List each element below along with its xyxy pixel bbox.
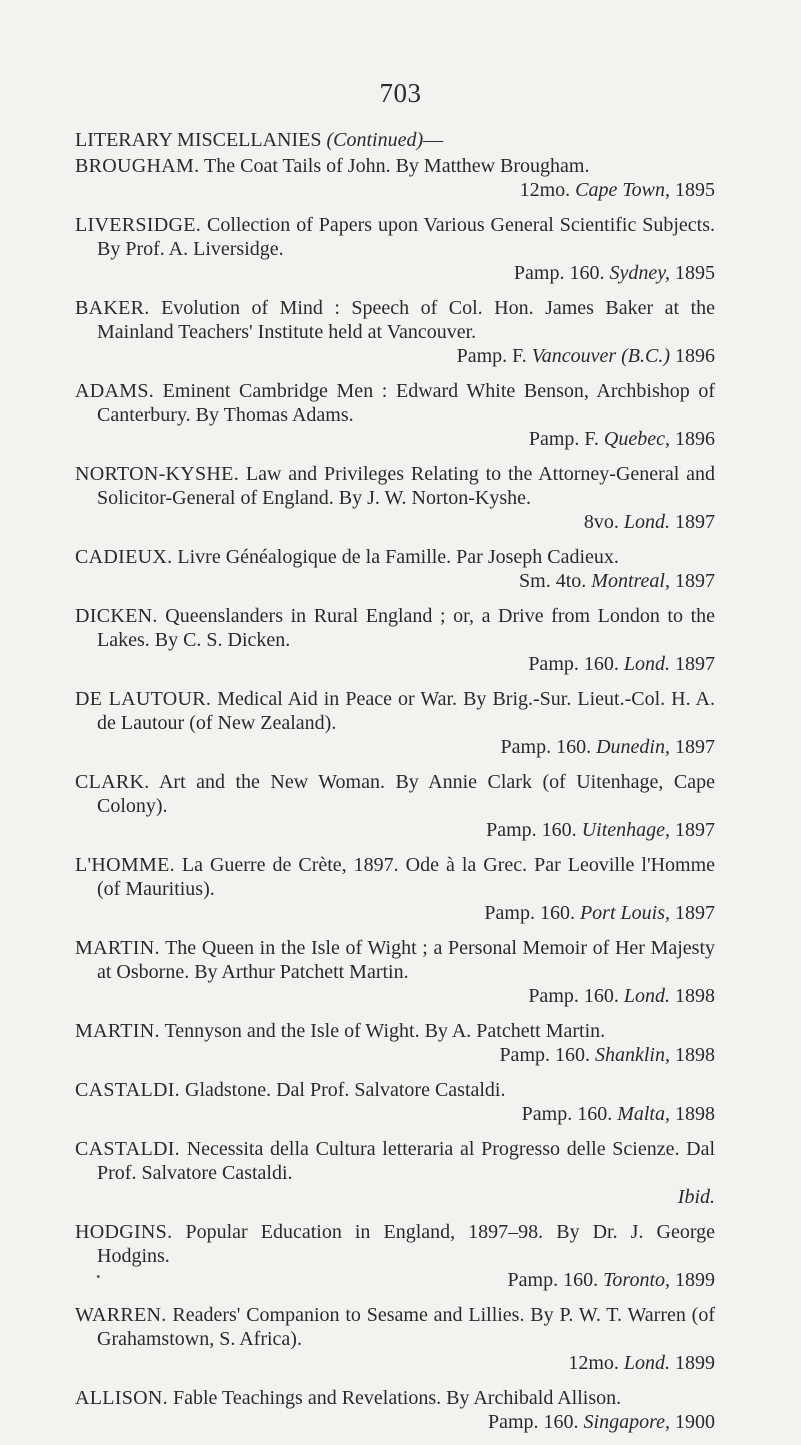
- bibliography-entry: [75, 853, 715, 925]
- entry-imprint: [75, 427, 715, 451]
- heading-main: LITERARY MISCELLANIES: [75, 129, 322, 151]
- bibliography-entry: [75, 770, 715, 842]
- entry-body: [75, 1386, 715, 1410]
- entry-author: L'HOMME.: [75, 854, 175, 876]
- entry-place: Lond.: [623, 653, 670, 675]
- entry-format: Pamp. 160.: [484, 902, 575, 924]
- entry-body: [75, 545, 715, 569]
- bibliography-entry: [75, 154, 715, 202]
- entry-format: 12mo.: [568, 1352, 619, 1374]
- entry-body: [75, 154, 715, 178]
- bibliography-entry: [75, 462, 715, 534]
- entry-format: Pamp. 160.: [507, 1269, 599, 1291]
- section-heading: [75, 129, 443, 152]
- entry-imprint: [75, 261, 715, 285]
- entry-place: Singapore,: [583, 1411, 670, 1433]
- entry-year: 1898: [675, 1044, 715, 1066]
- page-number: 703: [379, 78, 422, 108]
- entry-imprint: [75, 569, 715, 593]
- bibliography-entry: [75, 936, 715, 1008]
- entry-author: BAKER.: [75, 297, 150, 319]
- entry-body: [75, 853, 715, 901]
- entry-format: Pamp. 160.: [486, 819, 577, 841]
- entry-title: Fable Teachings and Revelations. By Archibald Allison.: [172, 1387, 622, 1409]
- entry-body: [75, 1137, 715, 1185]
- heading-continued: (Continued): [326, 129, 424, 151]
- entry-format: Pamp. 160.: [521, 1103, 613, 1125]
- entry-place: Ibid.: [677, 1186, 715, 1208]
- entry-year: 1896: [675, 345, 715, 367]
- entry-format: Pamp. 160.: [499, 1044, 590, 1066]
- entry-title: Readers' Companion to Sesame and Lillies. By P. W. T. Warren (of Grahamstown, S. Africa).: [97, 1304, 715, 1350]
- entry-imprint: [75, 735, 715, 759]
- bibliography-entry: [75, 545, 715, 593]
- entry-body: [75, 462, 715, 510]
- entry-place: Quebec,: [603, 428, 670, 450]
- entry-place: Montreal,: [591, 570, 670, 592]
- entry-body: [75, 1220, 715, 1268]
- entry-author: NORTON-KYSHE.: [75, 463, 239, 485]
- entry-title: Law and Privileges Relating to the Attorney-General and Solicitor-General of England. By J. W. Norton-Kyshe.: [97, 463, 716, 509]
- entry-place: Lond.: [623, 511, 670, 533]
- entry-title: Tennyson and the Isle of Wight. By A. Patchett Martin.: [164, 1020, 606, 1042]
- entry-format: Pamp. F.: [528, 428, 599, 450]
- entry-imprint: [75, 652, 715, 676]
- bibliography-entry: [75, 296, 715, 368]
- entry-year: 1899: [675, 1269, 715, 1291]
- entry-imprint: [75, 1185, 715, 1209]
- entry-body: [75, 1078, 715, 1102]
- entry-imprint: [75, 1268, 715, 1292]
- entry-place: Malta,: [617, 1103, 670, 1125]
- entry-imprint: [75, 984, 715, 1008]
- entry-place: Uitenhage,: [581, 819, 670, 841]
- entry-title: Popular Education in England, 1897–98. By Dr. J. George Hodgins.: [97, 1221, 715, 1267]
- entry-place: Sydney,: [609, 262, 670, 284]
- entry-year: 1895: [675, 179, 715, 201]
- entry-author: ALLISON.: [75, 1387, 168, 1409]
- entry-format: 8vo.: [583, 511, 619, 533]
- bibliography-entry: [75, 1303, 715, 1375]
- entry-imprint: [75, 1102, 715, 1126]
- entry-format: Pamp. 160.: [513, 262, 605, 284]
- bibliography-entry: [75, 213, 715, 285]
- entry-author: CASTALDI.: [75, 1079, 180, 1101]
- entry-imprint: [75, 344, 715, 368]
- entry-title: Livre Généalogique de la Famille. Par Joseph Cadieux.: [177, 546, 619, 568]
- entry-author: ADAMS.: [75, 380, 155, 402]
- entry-place: Dunedin,: [596, 736, 670, 758]
- entry-title: Collection of Papers upon Various General Scientific Subjects. By Prof. A. Liversidge.: [97, 214, 716, 260]
- entry-author: LIVERSIDGE.: [75, 214, 202, 236]
- entry-author: CLARK.: [75, 771, 150, 793]
- entry-place: Lond.: [623, 985, 670, 1007]
- bibliography-entry: [75, 604, 715, 676]
- entry-year: 1898: [675, 985, 715, 1007]
- entry-imprint: [75, 178, 715, 202]
- entry-author: BROUGHAM.: [75, 155, 200, 177]
- entry-year: 1897: [675, 653, 715, 675]
- entry-body: [75, 213, 715, 261]
- entry-imprint: [75, 1410, 715, 1434]
- entry-format: 12mo.: [519, 179, 571, 201]
- entry-body: [75, 1019, 715, 1043]
- entry-place: Port Louis,: [579, 902, 670, 924]
- entry-year: 1896: [675, 428, 715, 450]
- entry-format: Pamp. 160.: [487, 1411, 579, 1433]
- entry-place: Shanklin,: [595, 1044, 670, 1066]
- entry-body: [75, 379, 715, 427]
- entry-imprint: [75, 1043, 715, 1067]
- entry-author: MARTIN.: [75, 1020, 160, 1042]
- entry-list: [75, 154, 715, 1445]
- entry-year: 1897: [675, 819, 715, 841]
- entry-year: 1899: [675, 1352, 715, 1374]
- stray-mark: •: [96, 1269, 101, 1284]
- entry-author: DE LAUTOUR.: [75, 688, 212, 710]
- entry-title: Eminent Cambridge Men : Edward White Benson, Archbishop of Canterbury. By Thomas Adams.: [97, 380, 716, 426]
- entry-year: 1895: [675, 262, 715, 284]
- entry-body: [75, 770, 715, 818]
- entry-body: [75, 296, 715, 344]
- entry-title: Evolution of Mind : Speech of Col. Hon. James Baker at the Mainland Teachers' Institute held at Vancouver.: [97, 297, 716, 343]
- entry-title: Medical Aid in Peace or War. By Brig.-Sur. Lieut.-Col. H. A. de Lautour (of New Zealand).: [97, 688, 716, 734]
- bibliography-entry: [75, 1137, 715, 1209]
- entry-format: Pamp. 160.: [528, 985, 619, 1007]
- entry-author: DICKEN.: [75, 605, 158, 627]
- entry-title: The Coat Tails of John. By Matthew Brougham.: [204, 155, 590, 177]
- entry-imprint: [75, 901, 715, 925]
- entry-body: [75, 1303, 715, 1351]
- heading-dash: —: [423, 129, 444, 151]
- entry-place: Vancouver (B.C.): [531, 345, 670, 367]
- entry-year: 1898: [675, 1103, 715, 1125]
- entry-title: La Guerre de Crète, 1897. Ode à la Grec. Par Leoville l'Homme (of Mauritius).: [97, 854, 716, 900]
- entry-place: Lond.: [623, 1352, 670, 1374]
- entry-body: [75, 936, 715, 984]
- entry-year: 1897: [675, 570, 715, 592]
- entry-body: [75, 687, 715, 735]
- entry-year: 1897: [675, 511, 715, 533]
- entry-author: HODGINS.: [75, 1221, 173, 1243]
- entry-format: Pamp. F.: [456, 345, 527, 367]
- entry-format: Sm. 4to.: [519, 570, 587, 592]
- entry-imprint: [75, 510, 715, 534]
- entry-imprint: [75, 818, 715, 842]
- entry-place: Toronto,: [603, 1269, 670, 1291]
- entry-format: Pamp. 160.: [528, 653, 619, 675]
- entry-year: 1897: [675, 736, 715, 758]
- bibliography-entry: [75, 379, 715, 451]
- entry-author: CASTALDI.: [75, 1138, 180, 1160]
- entry-format: Pamp. 160.: [500, 736, 592, 758]
- bibliography-entry: [75, 1078, 715, 1126]
- entry-year: 1900: [675, 1411, 715, 1433]
- entry-title: The Queen in the Isle of Wight ; a Personal Memoir of Her Majesty at Osborne. By Arthur Patchett Martin.: [97, 937, 716, 983]
- entry-imprint: [75, 1351, 715, 1375]
- entry-year: 1897: [675, 902, 715, 924]
- entry-place: Cape Town,: [575, 179, 670, 201]
- bibliography-entry: [75, 1019, 715, 1067]
- entry-author: WARREN.: [75, 1304, 167, 1326]
- bibliography-entry: [75, 1220, 715, 1292]
- bibliography-entry: [75, 687, 715, 759]
- entry-title: Queenslanders in Rural England ; or, a Drive from London to the Lakes. By C. S. Dicken.: [97, 605, 715, 651]
- entry-author: MARTIN.: [75, 937, 160, 959]
- bibliography-entry: [75, 1386, 715, 1434]
- entry-title: Necessita della Cultura letteraria al Progresso delle Scienze. Dal Prof. Salvatore Castaldi.: [97, 1138, 716, 1184]
- entry-body: [75, 604, 715, 652]
- entry-title: Gladstone. Dal Prof. Salvatore Castaldi.: [185, 1079, 506, 1101]
- entry-title: Art and the New Woman. By Annie Clark (of Uitenhage, Cape Colony).: [97, 771, 716, 817]
- entry-author: CADIEUX.: [75, 546, 173, 568]
